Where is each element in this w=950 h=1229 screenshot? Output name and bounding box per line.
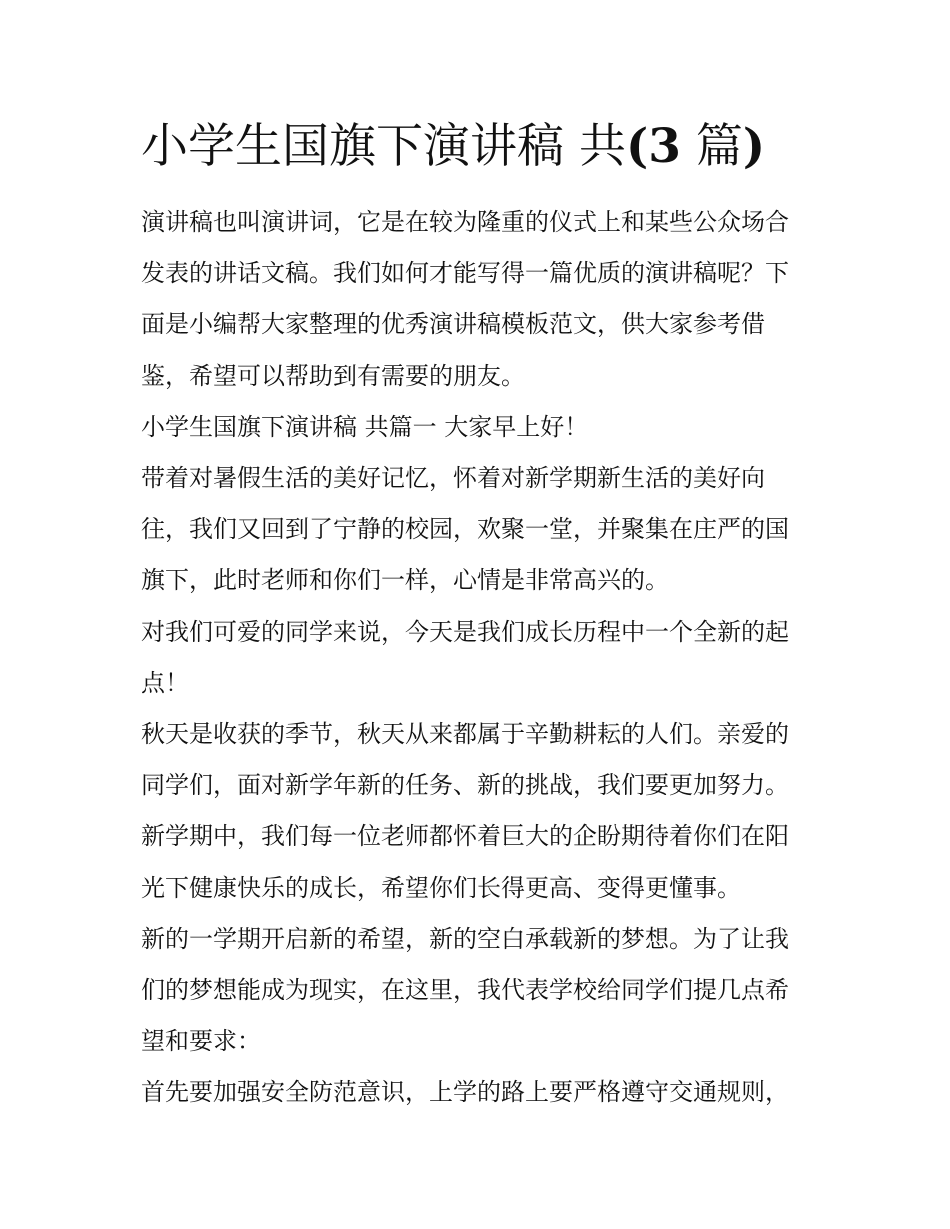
body-line: 带着对暑假生活的美好记忆，怀着对新学期新生活的美好向: [141, 464, 765, 493]
section-heading-line: 小学生国旗下演讲稿 共篇一 大家早上好！: [141, 412, 589, 441]
title-close-paren: ): [742, 119, 766, 174]
body-line: 发表的讲话文稿。我们如何才能写得一篇优质的演讲稿呢？下: [141, 259, 789, 288]
title-main: 小学生国旗下演讲稿 共: [141, 119, 626, 174]
document-title: [141, 116, 765, 178]
body-line: 旗下，此时老师和你们一样，心情是非常高兴的。: [141, 566, 669, 595]
body-line: 鉴，希望可以帮助到有需要的朋友。: [141, 361, 525, 390]
body-line: 演讲稿也叫演讲词，它是在较为隆重的仪式上和某些公众场合: [141, 208, 789, 236]
title-unit: 篇: [680, 119, 743, 174]
body-line: 新学期中，我们每一位老师都怀着巨大的企盼期待着你们在阳: [141, 822, 789, 851]
body-line: 们的梦想能成为现实，在这里，我代表学校给同学们提几点希: [141, 976, 789, 1005]
body-line: 望和要求：: [141, 1027, 261, 1056]
body-line: 秋天是收获的季节，秋天从来都属于辛勤耕耘的人们。亲爱的: [141, 720, 789, 749]
body-line: 面是小编帮大家整理的优秀演讲稿模板范文，供大家参考借: [141, 310, 765, 339]
body-line: 往，我们又回到了宁静的校园，欢聚一堂，并聚集在庄严的国: [141, 515, 789, 544]
body-line: 首先要加强安全防范意识，上学的路上要严格遵守交通规则，: [141, 1078, 789, 1107]
body-line: 同学们，面对新学年新的任务、新的挑战，我们要更加努力。: [141, 771, 789, 800]
body-line: 新的一学期开启新的希望，新的空白承载新的梦想。为了让我: [141, 924, 789, 953]
body-line: 光下健康快乐的成长，希望你们长得更高、变得更懂事。: [141, 873, 741, 902]
title-open-paren: (: [625, 119, 649, 174]
document-body: [141, 197, 816, 1119]
title-count: 3: [648, 119, 681, 174]
body-line: 点！: [141, 668, 189, 697]
body-line: 对我们可爱的同学来说，今天是我们成长历程中一个全新的起: [141, 617, 789, 646]
